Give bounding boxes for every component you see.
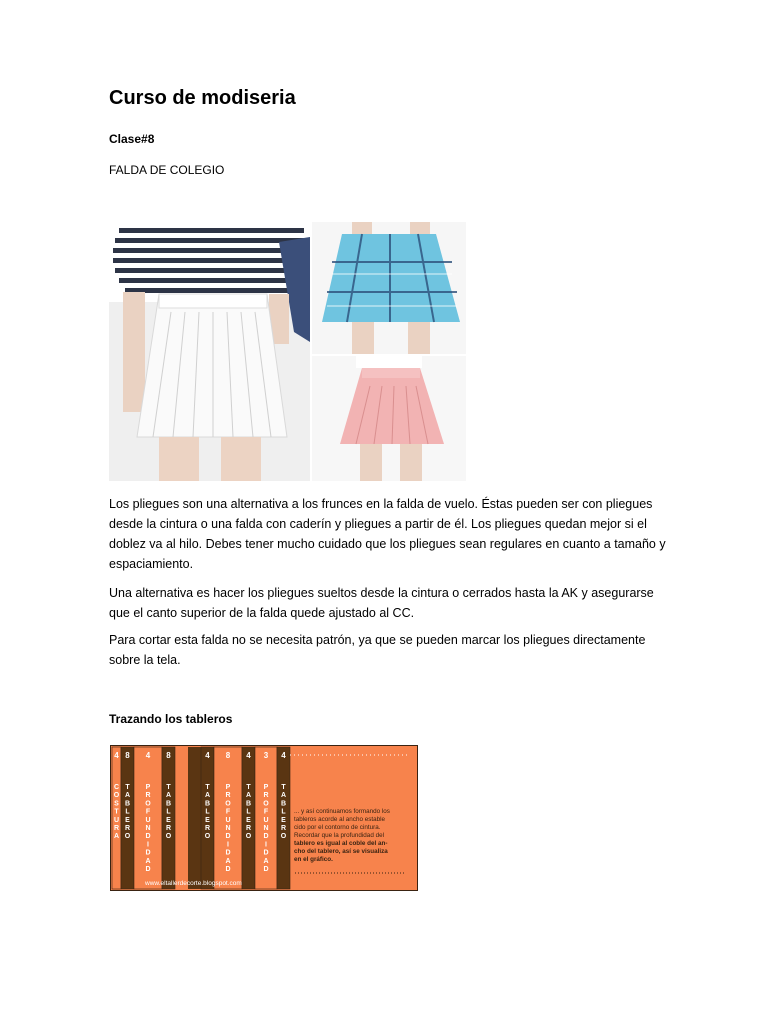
paragraph-3: Para cortar esta falda no se necesita patrón, ya que se pueden marcar los pliegues directamente sobre la tela. — [109, 633, 646, 667]
diagram-label-letter: R — [145, 792, 151, 800]
diagram-label-letter: E — [281, 816, 286, 824]
diagram-label-letter: O — [280, 833, 287, 841]
diagram-label-letter: O — [225, 800, 231, 808]
diagram-label-letter: R — [280, 825, 287, 832]
diagram-label-letter: E — [246, 816, 251, 824]
diagram-number-8: 3 — [263, 751, 269, 760]
diagram-label-letter: L — [281, 808, 286, 816]
diagram-label-letter: A — [263, 857, 269, 865]
diagram-label-letter: B — [245, 800, 252, 808]
diagram-label-letter: B — [124, 800, 131, 808]
diagram-label-letter: D — [145, 866, 151, 873]
diagram-label-letter: P — [145, 784, 151, 791]
diagram-label-letter: A — [124, 792, 131, 800]
diagram-label-letter: O — [165, 833, 172, 841]
diagram-label-letter: D — [145, 833, 151, 841]
diagram-label-letter: F — [145, 808, 151, 816]
diagram-label-letter: U — [113, 816, 120, 824]
section-heading: Trazando los tableros — [109, 712, 233, 726]
diagram-label-letter: R — [263, 792, 269, 800]
diagram-watermark: www.eltallerdecorte.blogspot.com — [145, 880, 242, 887]
diagram-column-dark — [188, 747, 201, 889]
diagram-label-letter: I — [147, 841, 149, 849]
diagram-label-letter: B — [204, 800, 211, 808]
diagram-label-letter: U — [263, 816, 269, 824]
blue-plaid-skirt-photo — [312, 222, 466, 354]
diagram-label-letter: B — [280, 800, 287, 808]
diagram-label-letter: P — [263, 784, 269, 791]
diagram-label-letter: L — [246, 808, 251, 816]
diagram-label-letter: E — [166, 816, 171, 824]
diagram-label-letter: O — [145, 800, 151, 808]
diagram-note: ... y así continuamos formando los tableros acorde al ancho estable cido por el contorno de cintura. Recordar que la profundidad del tablero es igual al coble del an-cho del tablero, así se visualiza en el gráfico. — [294, 808, 390, 863]
diagram-label-letter: A — [280, 792, 287, 800]
diagram-label-letter: T — [205, 784, 210, 791]
diagram-label-letter: O — [113, 792, 120, 800]
paragraph-2: Una alternativa es hacer los pliegues sueltos desde la cintura o cerrados hasta la AK y asegurarse que el canto superior de la falda quede ajustado al CC. — [109, 586, 654, 620]
diagram-label-letter: D — [145, 849, 151, 857]
diagram-label-letter: T — [166, 784, 171, 791]
diagram-label-letter: D — [225, 833, 231, 841]
diagram-label-letter: D — [263, 849, 269, 857]
page-title: Curso de modiseria — [109, 87, 296, 109]
diagram-label-letter: A — [245, 792, 252, 800]
diagram-label-letter: O — [245, 833, 252, 841]
pleat-diagram-svg — [110, 745, 418, 891]
class-label: Clase#8 — [109, 132, 155, 146]
diagram-label-letter: E — [125, 816, 130, 824]
diagram-number-2: 8 — [125, 751, 130, 760]
diagram-label-letter: O — [263, 800, 269, 808]
diagram-label-letter: P — [225, 784, 231, 791]
diagram-label-letter: L — [166, 808, 171, 816]
diagram-label-letter: C — [113, 784, 120, 791]
diagram-label-letter: I — [265, 841, 267, 849]
diagram-label-letter: R — [204, 825, 211, 832]
subject-label: FALDA DE COLEGIO — [109, 163, 225, 177]
diagram-label-letter: D — [225, 866, 231, 873]
diagram-label-letter: A — [165, 792, 172, 800]
diagram-label-letter: E — [205, 816, 210, 824]
diagram-label-letter: D — [225, 849, 231, 857]
diagram-label-letter: D — [263, 833, 269, 841]
diagram-number-1: 4 — [114, 751, 119, 760]
diagram-label-letter: A — [204, 792, 211, 800]
diagram-label-letter: T — [114, 808, 119, 816]
diagram-number-9: 4 — [281, 751, 286, 760]
diagram-label-letter: A — [113, 833, 120, 841]
diagram-label-letter: S — [114, 800, 119, 808]
diagram-number-4: 8 — [166, 751, 171, 760]
diagram-label-letter: L — [125, 808, 130, 816]
diagram-label-letter: N — [263, 825, 269, 832]
pink-skirt-photo — [312, 356, 466, 481]
diagram-label-letter: U — [225, 816, 231, 824]
diagram-label-letter: D — [263, 866, 269, 873]
diagram-label-letter: N — [225, 825, 231, 832]
diagram-label-letter: R — [225, 792, 231, 800]
diagram-label-letter: O — [204, 833, 211, 841]
white-skirt-photo — [109, 222, 310, 481]
diagram-label-letter: T — [246, 784, 251, 791]
diagram-number-7: 4 — [246, 751, 251, 760]
diagram-label-letter: N — [145, 825, 151, 832]
diagram-label-letter: U — [145, 816, 151, 824]
pleat-diagram — [110, 745, 418, 891]
diagram-label-letter: F — [225, 808, 231, 816]
diagram-label-letter: T — [281, 784, 286, 791]
paragraph-1: Los pliegues son una alternativa a los frunces en la falda de vuelo. Éstas pueden ser con pliegues desde la cintura o una falda con caderín y pliegues a partir de él. Los pliegues quedan mejor si el doblez va al hilo. Debes tener mucho cuidado que los pliegues sean regulares en cuanto a tamaño y espaciamiento. — [109, 497, 666, 571]
diagram-label-letter: T — [125, 784, 130, 791]
diagram-label-letter: R — [245, 825, 252, 832]
diagram-label-letter: A — [145, 857, 151, 865]
diagram-label-letter: R — [165, 825, 172, 832]
diagram-number-6: 8 — [225, 751, 231, 760]
diagram-label-letter: I — [227, 841, 229, 849]
diagram-label-letter: B — [165, 800, 172, 808]
diagram-label-letter: R — [124, 825, 131, 832]
diagram-label-letter: R — [113, 825, 120, 832]
diagram-label-letter: O — [124, 833, 131, 841]
diagram-label-letter: L — [205, 808, 210, 816]
diagram-number-3: 4 — [145, 751, 151, 760]
diagram-number-5: 4 — [205, 751, 210, 760]
diagram-label-letter: A — [225, 857, 231, 865]
diagram-label-letter: F — [263, 808, 269, 816]
